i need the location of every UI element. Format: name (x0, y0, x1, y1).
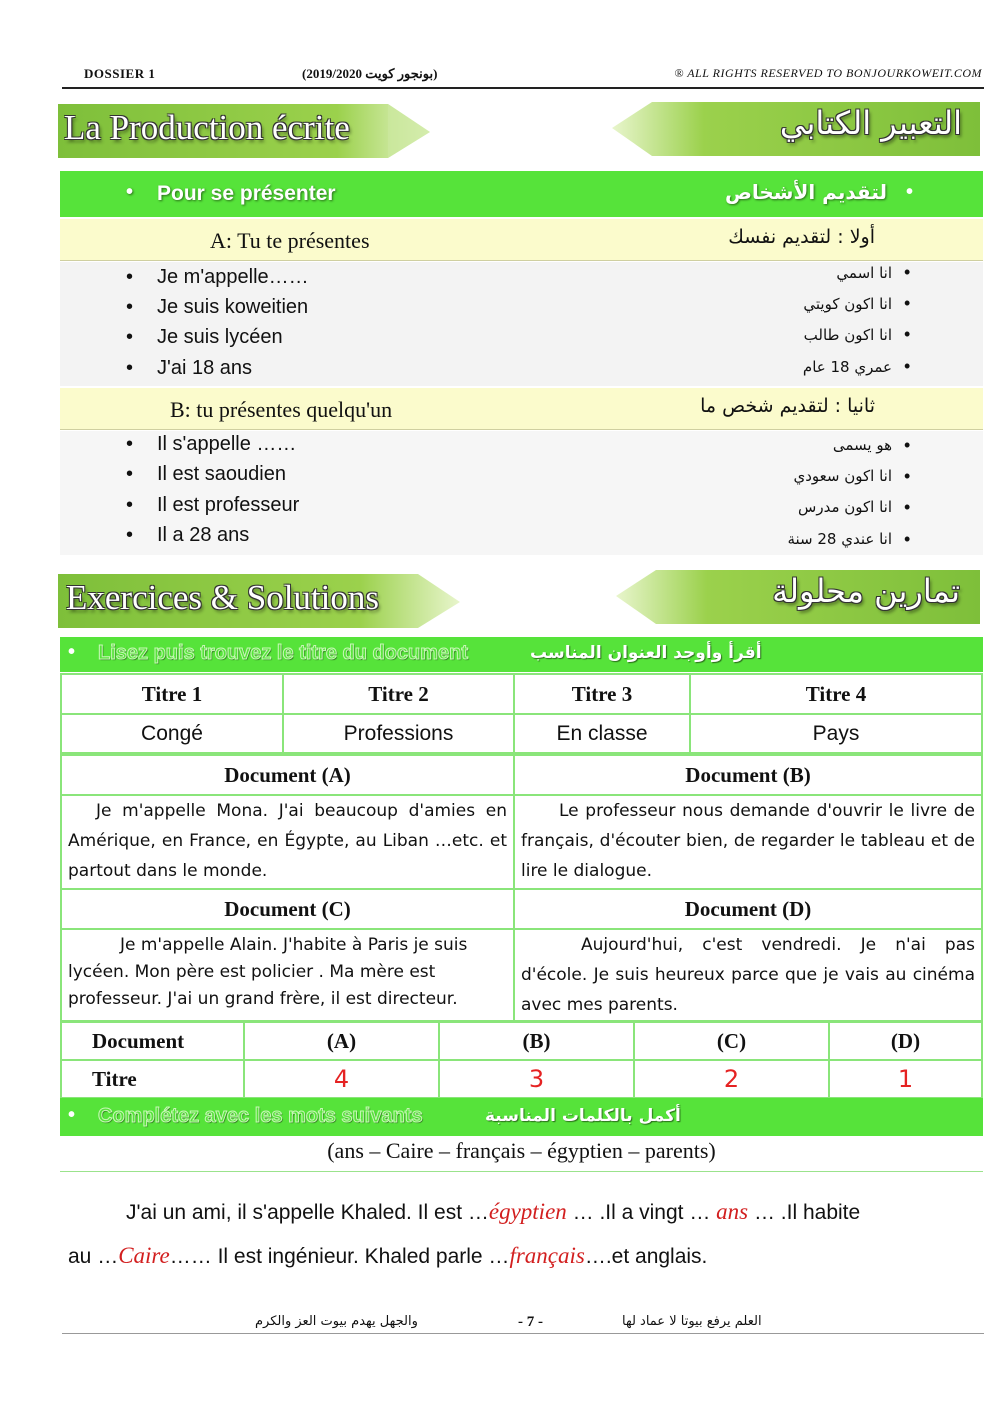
document-label: Document (D) (514, 889, 982, 929)
list-item-ar: هو يسمى (832, 436, 892, 454)
title-value: Pays (690, 714, 982, 753)
list-item-ar: انا اكون كويتي (803, 295, 892, 313)
dossier-label: DOSSIER 1 (84, 66, 156, 81)
instruction-fr: Complétez avec les mots suivants (98, 1105, 423, 1127)
list-item-ar: انا اكون مدرس (798, 498, 892, 516)
answer-column: (B) (439, 1022, 634, 1060)
part-b-title-fr: B: tu présentes quelqu'un (170, 397, 393, 422)
list-item: • Il est saoudien (128, 463, 286, 486)
answer-blank: égyptien (488, 1199, 567, 1224)
list-item: • Il est professeur (128, 494, 299, 517)
title-label: Titre 2 (283, 674, 514, 714)
answer-value: 3 (439, 1060, 634, 1098)
exercise1-instruction: • Lisez puis trouvez le titre du document أقرأ وأوجد العنوان المناسب (60, 637, 983, 672)
list-item: • J'ai 18 ans (128, 357, 252, 380)
document-label: Document (C) (61, 889, 514, 929)
answer-value: 1 (829, 1060, 982, 1098)
section-title-fr: La Production écrite (64, 108, 350, 147)
part-a-title-ar: أولا : لتقديم نفسك (728, 226, 875, 248)
page-header (62, 62, 984, 89)
answer-blank: français (509, 1243, 585, 1268)
banner-production-ecrite (58, 102, 430, 158)
documents-table (60, 754, 983, 1022)
title-value: Professions (283, 714, 514, 753)
document-text: Je m'appelle Alain. J'habite à Paris je suis lycéen. Mon père est policier . Ma mère est professeur. J'ai un grand frère, il est directeur. (61, 929, 514, 1021)
document-text: Aujourd'hui, c'est vendredi. Je n'ai pas d'école. Je suis heureux parce que je vais au cinéma avec mes parents. (514, 929, 982, 1021)
title-label: Titre 3 (514, 674, 690, 714)
title-value: Congé (61, 714, 283, 753)
answer-value: 2 (634, 1060, 829, 1098)
document-text: Le professeur nous demande d'ouvrir le livre de français, d'écouter bien, de regarder le tableau et de lire le dialogue. (514, 795, 982, 889)
instruction-fr: Lisez puis trouvez le titre du document (98, 642, 469, 664)
instruction-ar: أقرأ وأوجد العنوان المناسب (530, 643, 762, 663)
list-item: • Je suis lycéen (128, 326, 283, 349)
answer-column: (A) (244, 1022, 439, 1060)
instruction-ar: أكمل بالكلمات المناسبة (485, 1106, 681, 1126)
topic-ar: لتقديم الأشخاص (724, 180, 887, 204)
answer-blank: Caire (118, 1243, 170, 1268)
exercises-title-ar: تمارين محلولة (772, 572, 960, 610)
part-a-title-fr: A: Tu te présentes (210, 228, 370, 253)
document-text: Je m'appelle Mona. J'ai beaucoup d'amies en Amérique, en France, en Égypte, au Liban …etc. et partout dans le monde. (61, 795, 514, 889)
part-b-header (60, 388, 983, 430)
banner-tabir (612, 100, 980, 156)
title-label: Titre 1 (61, 674, 283, 714)
answer-value: 4 (244, 1060, 439, 1098)
topic-bar: • Pour se présenter لتقديم الأشخاص • (60, 171, 983, 217)
list-item-ar: انا اسمي (836, 264, 892, 282)
part-b-title-ar: ثانيا : لتقديم شخص ما (700, 395, 875, 417)
title-label: Titre 4 (690, 674, 982, 714)
fill-paragraph: J'ai un ami, il s'appelle Khaled. Il est …égyptien … .Il a vingt … ans … .Il habite au …Caire…… Il est ingénieur. Khaled parle …français….et anglais. (68, 1199, 861, 1268)
list-item: • Je suis koweitien (128, 296, 308, 319)
list-item-ar: عمري 18 عام (802, 358, 892, 376)
page-number: - 7 - (518, 1314, 543, 1330)
banner-tamarin (616, 568, 980, 624)
footer-verse-right: العلم يرفع بيوتا لا عماد لها (622, 1314, 762, 1329)
footer-verse-left: والجهل يهدم بيوت العز والكرم (255, 1314, 418, 1329)
answer-row-label: Document (61, 1022, 244, 1060)
banner-exercices (58, 572, 460, 628)
part-a-header (60, 219, 983, 261)
list-item: • Il a 28 ans (128, 524, 249, 547)
answer-blank: ans (716, 1199, 749, 1224)
answer-table (60, 1021, 983, 1099)
titles-table (60, 673, 983, 754)
answer-row-label: Titre (61, 1060, 244, 1098)
title-value: En classe (514, 714, 690, 753)
section-title-ar: التعبير الكتابي (779, 104, 962, 142)
answer-column: (C) (634, 1022, 829, 1060)
list-item-ar: انا اكون سعودي (793, 467, 892, 485)
list-item: • Il s'appelle …… (128, 433, 296, 456)
document-label: Document (B) (514, 755, 982, 795)
list-item: • Je m'appelle…… (128, 266, 309, 289)
rights-notice: ® ALL RIGHTS RESERVED TO BONJOURKOWEIT.COM (674, 66, 982, 80)
word-bank: (ans – Caire – français – égyptien – parents) (60, 1138, 983, 1172)
list-item-ar: انا عندي 28 سنة (787, 530, 892, 548)
list-item-ar: انا اكون طالب (803, 326, 892, 344)
answer-column: (D) (829, 1022, 982, 1060)
exercise2-instruction: • Complétez avec les mots suivants أكمل بالكلمات المناسبة (60, 1098, 983, 1136)
topic-fr: Pour se présenter (157, 182, 336, 205)
exercises-title-fr: Exercices & Solutions (66, 578, 380, 617)
footer-rule (62, 1333, 984, 1334)
school-year: (2019/2020 بونجور كويت) (302, 66, 438, 81)
document-label: Document (A) (61, 755, 514, 795)
